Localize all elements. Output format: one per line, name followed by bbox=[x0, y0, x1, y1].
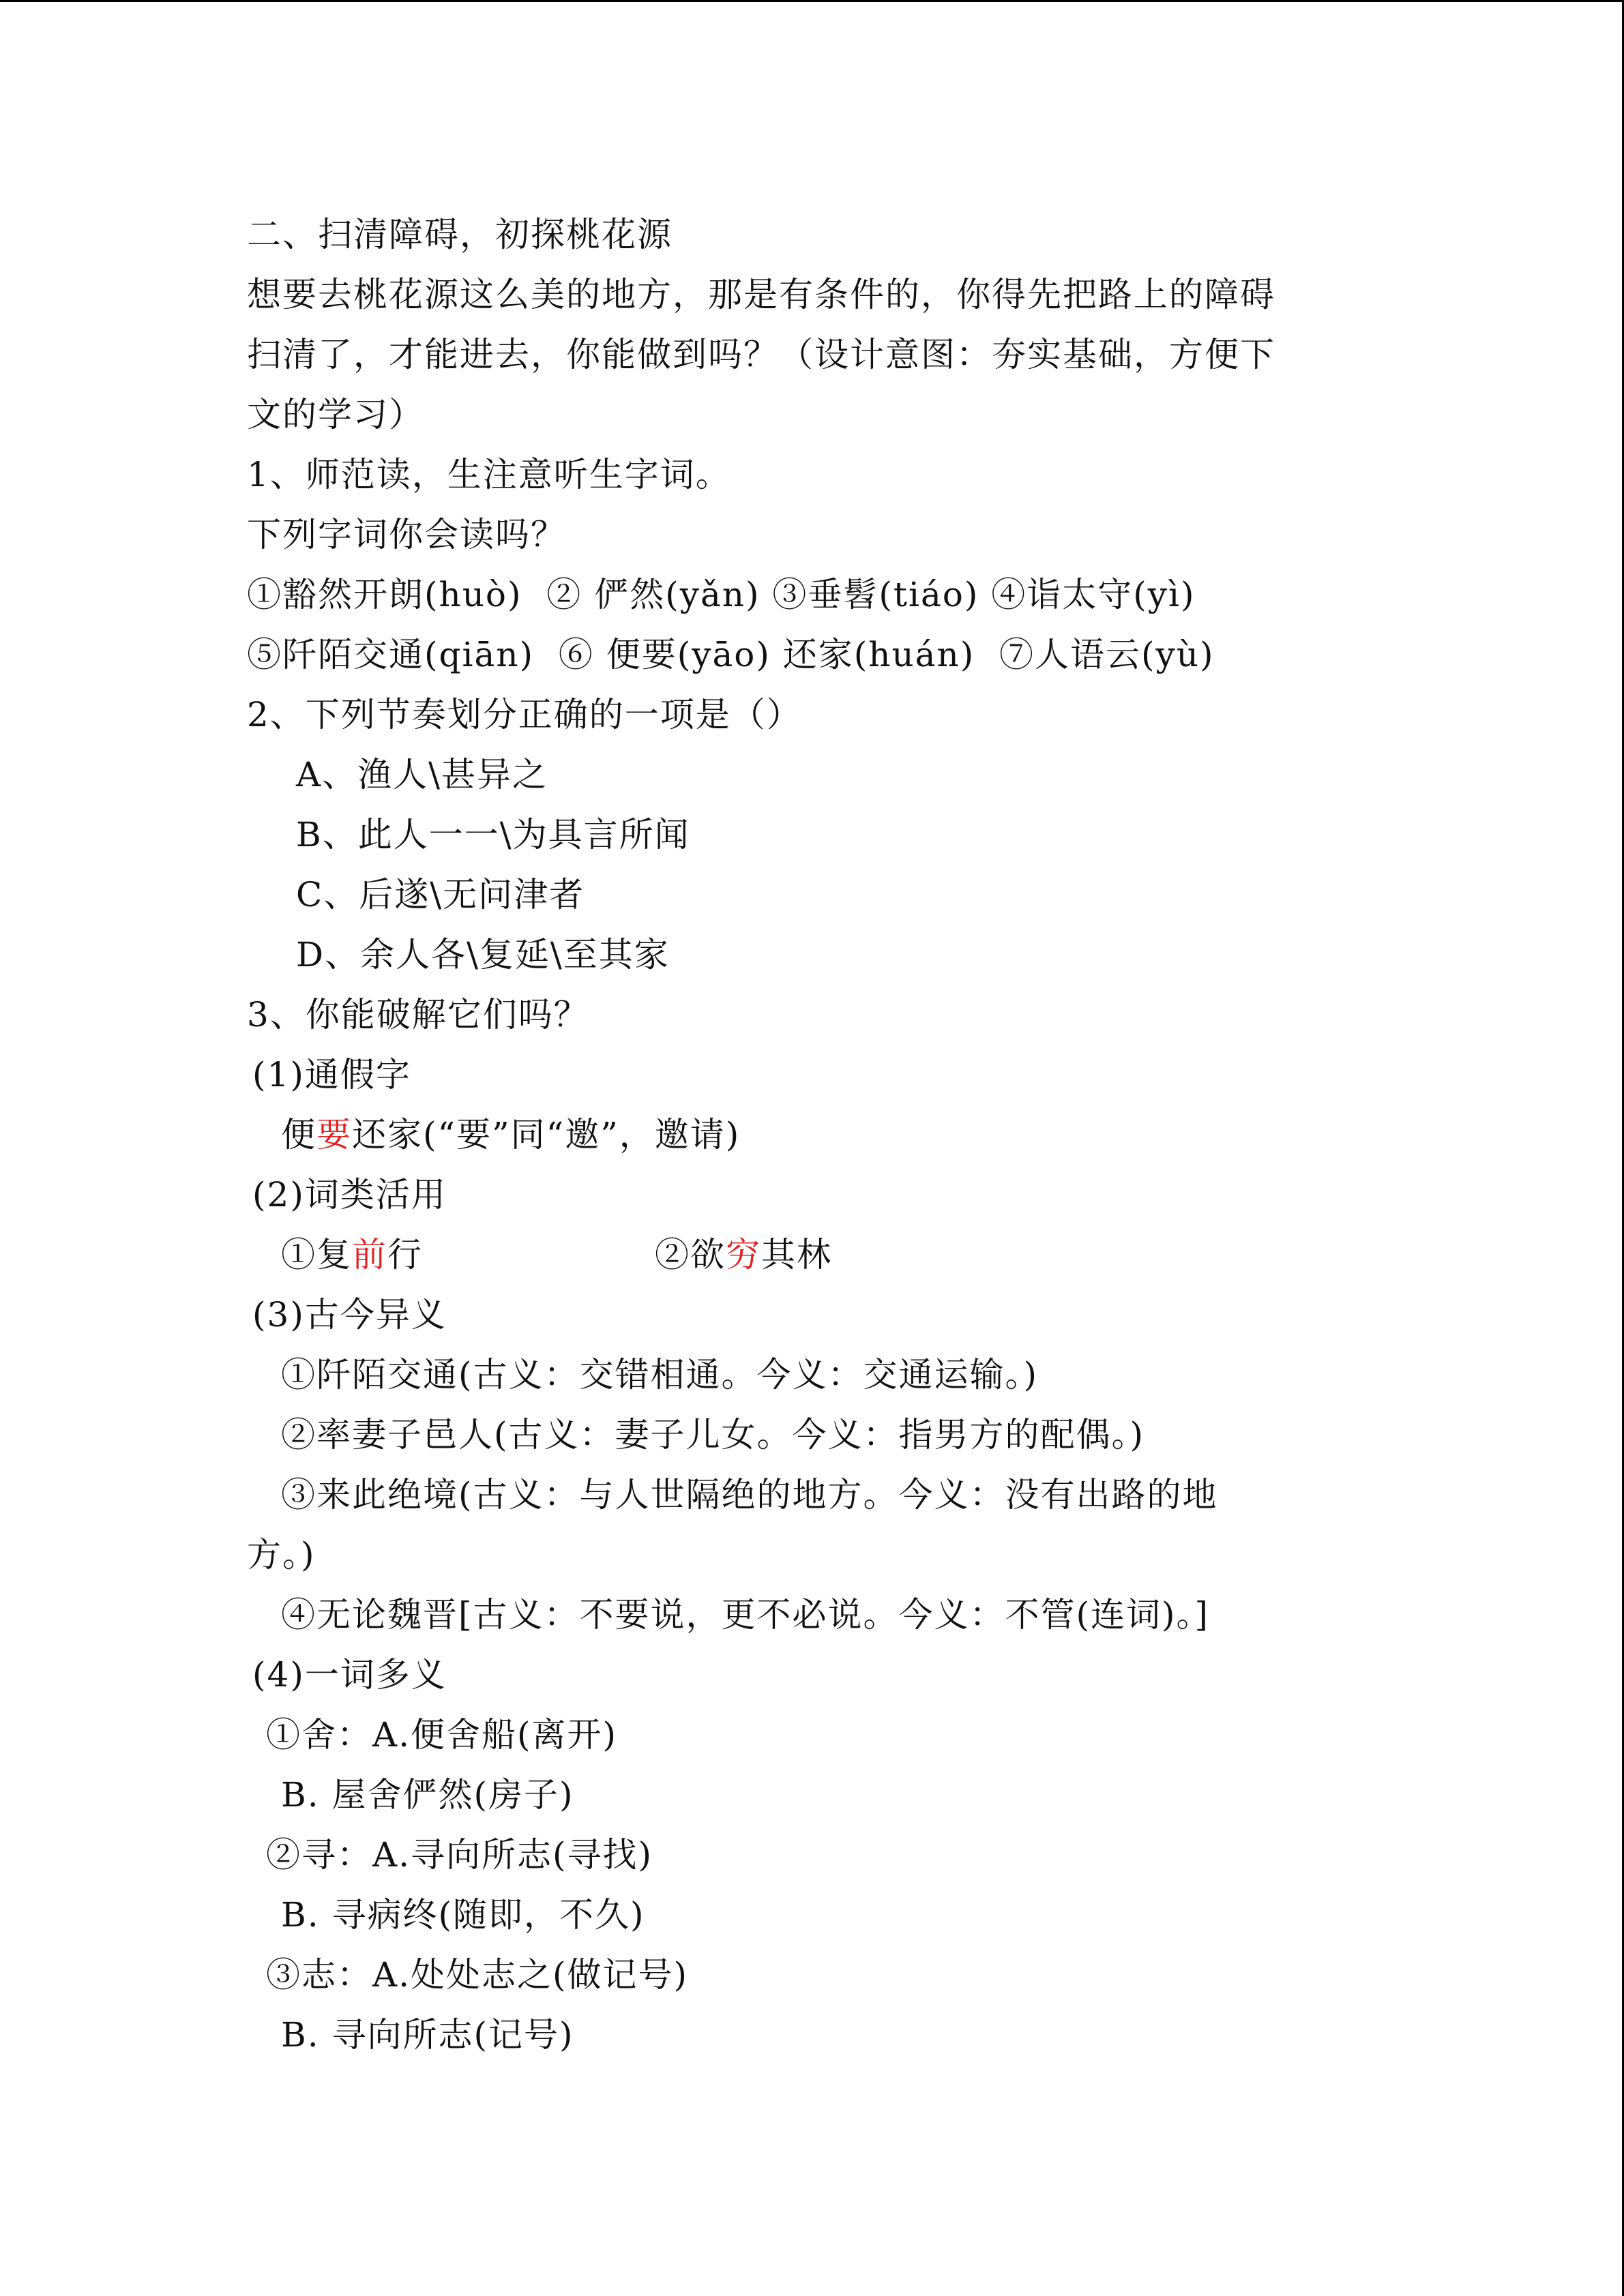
duoyi-line: ②寻：A.寻向所志(寻找) bbox=[266, 1835, 653, 1875]
cilei-item2-pre: ②欲 bbox=[655, 1235, 726, 1274]
cilei-item1-pre: ①复 bbox=[281, 1235, 352, 1274]
cilei-examples bbox=[247, 1225, 1406, 1285]
gujin-item: ③来此绝境(古义：与人世隔绝的地方。今义：没有出路的地 bbox=[281, 1475, 1218, 1515]
intro-line: 文的学习） bbox=[247, 395, 424, 434]
duoyi-line: B. 寻病终(随即，不久) bbox=[281, 1895, 645, 1935]
duoyi-line: ①舍：A.便舍船(离开) bbox=[266, 1715, 618, 1755]
cilei-item1-highlight: 前 bbox=[352, 1235, 387, 1274]
gujin-item: ②率妻子邑人(古义：妻子儿女。今义：指男方的配偶。) bbox=[281, 1415, 1145, 1455]
tongjia-heading: (1)通假字 bbox=[252, 1055, 411, 1094]
tongjia-example bbox=[247, 1105, 1406, 1165]
cilei-item2-highlight: 穷 bbox=[726, 1235, 761, 1274]
q2-title: 2、下列节奏划分正确的一项是（） bbox=[247, 695, 802, 734]
section-title: 二、扫清障碍，初探桃花源 bbox=[247, 215, 673, 254]
gujin-item-continued: 方。) bbox=[247, 1535, 316, 1575]
duoyi-line: B. 寻向所志(记号) bbox=[281, 2015, 574, 2055]
cilei-item2-post: 其林 bbox=[761, 1235, 832, 1274]
pronunciation-row: ①豁然开朗(huò) ② 俨然(yǎn) ③垂髫(tiáo) ④诣太守(yì) bbox=[247, 575, 1196, 614]
q1-prompt: 下列字词你会读吗？ bbox=[247, 515, 566, 554]
tongjia-highlight: 要 bbox=[316, 1115, 352, 1154]
gujin-item: ①阡陌交通(古义：交错相通。今义：交通运输。) bbox=[281, 1355, 1039, 1395]
tongjia-pre: 便 bbox=[281, 1115, 316, 1154]
cilei-item1-post: 行 bbox=[387, 1235, 423, 1274]
q1-title: 1、师范读，生注意听生字词。 bbox=[247, 455, 731, 494]
intro-line: 想要去桃花源这么美的地方，那是有条件的，你得先把路上的障碍 bbox=[247, 275, 1275, 314]
document-page bbox=[247, 205, 1406, 2065]
intro-line: 扫清了，才能进去，你能做到吗？（设计意图：夯实基础，方便下 bbox=[247, 335, 1275, 374]
duoyi-line: B. 屋舍俨然(房子) bbox=[281, 1775, 574, 1815]
rhythm-option: C、后遂\无问津者 bbox=[296, 875, 585, 914]
duoyi-heading: (4)一词多义 bbox=[252, 1655, 447, 1695]
tongjia-post: 还家(“要”同“邀”，邀请) bbox=[352, 1115, 741, 1154]
page-top-border bbox=[0, 0, 1624, 2]
rhythm-option: A、渔人\甚异之 bbox=[296, 755, 548, 794]
gujin-heading: (3)古今异义 bbox=[252, 1295, 447, 1335]
rhythm-option: D、余人各\复延\至其家 bbox=[296, 935, 670, 974]
gujin-item: ④无论魏晋[古义：不要说，更不必说。今义：不管(连词)。] bbox=[281, 1595, 1210, 1635]
pronunciation-row: ⑤阡陌交通(qiān) ⑥ 便要(yāo) 还家(huán) ⑦人语云(yù) bbox=[247, 635, 1215, 674]
q3-title: 3、你能破解它们吗？ bbox=[247, 995, 589, 1034]
rhythm-option: B、此人一一\为具言所闻 bbox=[296, 815, 690, 854]
cilei-heading: (2)词类活用 bbox=[252, 1175, 447, 1214]
duoyi-line: ③志：A.处处志之(做记号) bbox=[266, 1955, 689, 1995]
